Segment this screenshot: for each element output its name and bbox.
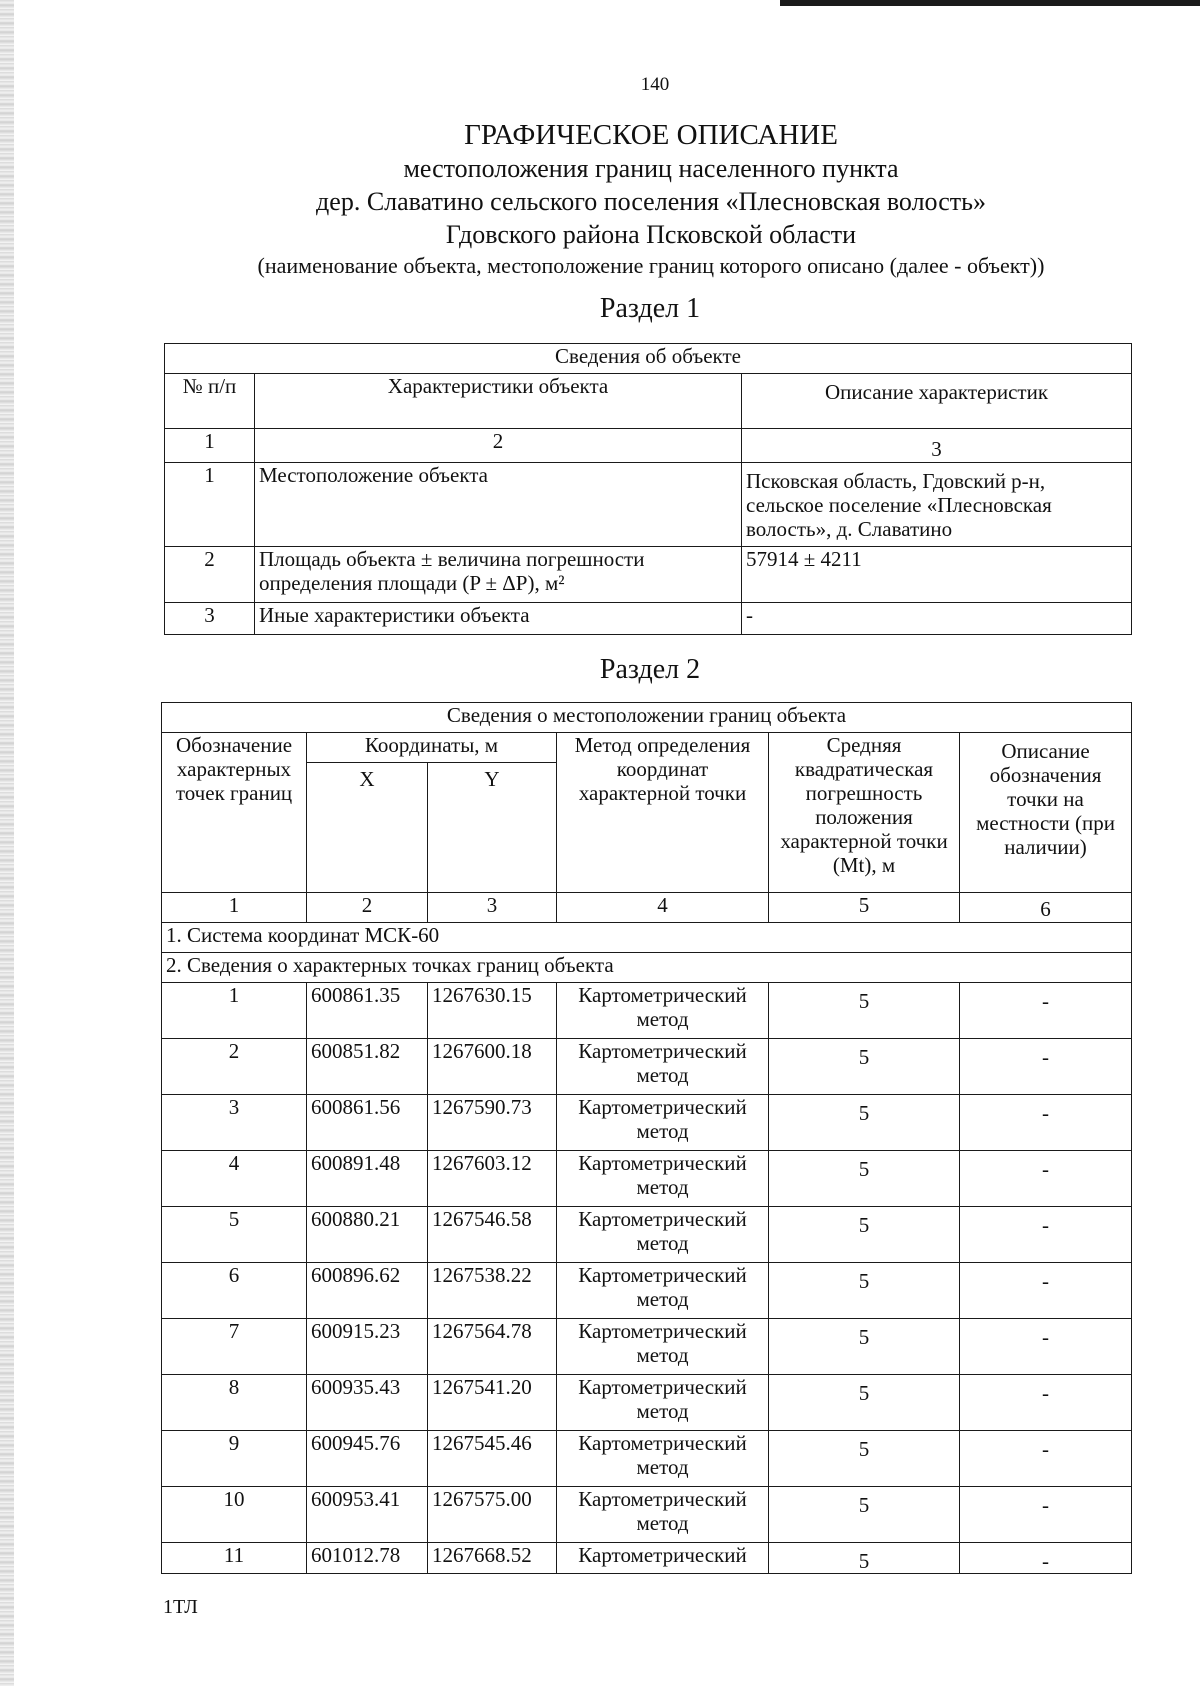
col-number: 1: [162, 893, 307, 923]
point-description: -: [960, 1487, 1132, 1543]
point-description: -: [960, 1095, 1132, 1151]
point-method: Картометрический метод: [557, 1487, 769, 1543]
point-id: 6: [162, 1263, 307, 1319]
point-y: 1267545.46: [428, 1431, 557, 1487]
table-row: [162, 1095, 1132, 1151]
point-x: 600861.56: [307, 1095, 428, 1151]
col-number: 3: [428, 893, 557, 923]
point-y: 1267538.22: [428, 1263, 557, 1319]
point-method: Картометрический метод: [557, 1207, 769, 1263]
point-description: -: [960, 1319, 1132, 1375]
row-num: 1: [165, 463, 255, 547]
table-row: [162, 1207, 1132, 1263]
point-y: 1267575.00: [428, 1487, 557, 1543]
point-y: 1267630.15: [428, 983, 557, 1039]
point-y: 1267668.52: [428, 1543, 557, 1574]
point-method: Картометрический метод: [557, 1375, 769, 1431]
col-number: 5: [769, 893, 960, 923]
point-error: 5: [769, 983, 960, 1039]
header-description: Описание характеристик: [742, 374, 1132, 429]
point-description: -: [960, 1375, 1132, 1431]
header-characteristic: Характеристики объекта: [255, 374, 742, 429]
title-line-1: ГРАФИЧЕСКОЕ ОПИСАНИЕ: [464, 119, 838, 151]
header-x: X: [307, 763, 428, 893]
table-row: [162, 1375, 1132, 1431]
header-point: Обозначение характерных точек границ: [162, 733, 307, 893]
table-row: [162, 1431, 1132, 1487]
header-method: Метод определения координат характерной точки: [557, 733, 769, 893]
point-id: 4: [162, 1151, 307, 1207]
table-row: [162, 1319, 1132, 1375]
header-coords: Координаты, м: [307, 733, 557, 763]
point-error: 5: [769, 1487, 960, 1543]
table-row: [162, 1151, 1132, 1207]
point-error: 5: [769, 1151, 960, 1207]
col-number: 1: [165, 429, 255, 463]
table-row: [165, 547, 1132, 603]
point-method: Картометрический метод: [557, 1431, 769, 1487]
point-description: -: [960, 1039, 1132, 1095]
point-y: 1267546.58: [428, 1207, 557, 1263]
table-row: [165, 463, 1132, 547]
point-description: -: [960, 1263, 1132, 1319]
point-error: 5: [769, 1039, 960, 1095]
point-method: Картометрический метод: [557, 1151, 769, 1207]
point-method: Картометрический: [557, 1543, 769, 1574]
point-id: 10: [162, 1487, 307, 1543]
point-method: Картометрический метод: [557, 1263, 769, 1319]
object-info-table: [164, 343, 1132, 635]
point-description: -: [960, 1151, 1132, 1207]
point-x: 600891.48: [307, 1151, 428, 1207]
point-y: 1267590.73: [428, 1095, 557, 1151]
point-x: 600880.21: [307, 1207, 428, 1263]
section1-heading: Раздел 1: [599, 293, 701, 324]
title-line-5: (наименование объекта, местоположение границ которого описано (далее - объект)): [257, 253, 1045, 278]
row-name: Площадь объекта ± величина погрешности определения площади (P ± ΔP), м²: [255, 547, 742, 603]
point-description: -: [960, 1431, 1132, 1487]
point-x: 601012.78: [307, 1543, 428, 1574]
point-y: 1267603.12: [428, 1151, 557, 1207]
point-method: Картометрический метод: [557, 1039, 769, 1095]
col-number: 2: [307, 893, 428, 923]
coordinate-system: 1. Система координат МСК-60: [162, 923, 1132, 953]
point-y: 1267564.78: [428, 1319, 557, 1375]
document-title: [170, 118, 1132, 281]
point-id: 5: [162, 1207, 307, 1263]
point-id: 9: [162, 1431, 307, 1487]
point-x: 600935.43: [307, 1375, 428, 1431]
row-num: 2: [165, 547, 255, 603]
point-error: 5: [769, 1207, 960, 1263]
boundary-table-title: Сведения о местоположении границ объекта: [162, 703, 1132, 733]
row-desc: 57914 ± 4211: [742, 547, 1132, 603]
header-point-description: Описание обозначения точки на местности (при наличии): [960, 733, 1132, 893]
row-num: 3: [165, 603, 255, 635]
point-error: 5: [769, 1319, 960, 1375]
table-row: [162, 1263, 1132, 1319]
point-x: 600945.76: [307, 1431, 428, 1487]
point-method: Картометрический метод: [557, 1319, 769, 1375]
point-x: 600915.23: [307, 1319, 428, 1375]
point-x: 600896.62: [307, 1263, 428, 1319]
scan-top-bar: [780, 0, 1200, 6]
table-row: [165, 603, 1132, 635]
title-line-3: дер. Славатино сельского поселения «Плесновская волость»: [316, 187, 986, 216]
point-method: Картометрический метод: [557, 1095, 769, 1151]
header-error: Средняя квадратическая погрешность положения характерной точки (Mt), м: [769, 733, 960, 893]
footer-mark: 1ТЛ: [163, 1596, 198, 1618]
point-id: 8: [162, 1375, 307, 1431]
row-name: Местоположение объекта: [255, 463, 742, 547]
points-title: 2. Сведения о характерных точках границ объекта: [162, 953, 1132, 983]
point-description: -: [960, 983, 1132, 1039]
point-y: 1267541.20: [428, 1375, 557, 1431]
col-number: 4: [557, 893, 769, 923]
point-error: 5: [769, 1431, 960, 1487]
table-row: [162, 1487, 1132, 1543]
point-error: 5: [769, 1543, 960, 1574]
col-number: 6: [960, 893, 1132, 923]
table-row: [162, 1039, 1132, 1095]
point-id: 1: [162, 983, 307, 1039]
point-description: -: [960, 1207, 1132, 1263]
point-method: Картометрический метод: [557, 983, 769, 1039]
page-number: 140: [640, 74, 670, 95]
table-row: [162, 983, 1132, 1039]
point-id: 7: [162, 1319, 307, 1375]
point-y: 1267600.18: [428, 1039, 557, 1095]
section2-heading: Раздел 2: [599, 654, 701, 685]
point-id: 11: [162, 1543, 307, 1574]
point-id: 2: [162, 1039, 307, 1095]
point-id: 3: [162, 1095, 307, 1151]
row-name: Иные характеристики объекта: [255, 603, 742, 635]
point-x: 600851.82: [307, 1039, 428, 1095]
col-number: 3: [742, 429, 1132, 463]
header-num: № п/п: [165, 374, 255, 429]
point-description: -: [960, 1543, 1132, 1574]
table-row: [162, 1543, 1132, 1574]
point-error: 5: [769, 1375, 960, 1431]
boundary-points-table: [161, 702, 1132, 1574]
col-number: 2: [255, 429, 742, 463]
object-info-title: Сведения об объекте: [165, 344, 1132, 374]
header-y: Y: [428, 763, 557, 893]
point-error: 5: [769, 1263, 960, 1319]
scan-edge: [0, 0, 14, 1686]
row-desc: -: [742, 603, 1132, 635]
title-line-4: Гдовского района Псковской области: [445, 220, 857, 249]
point-x: 600953.41: [307, 1487, 428, 1543]
point-x: 600861.35: [307, 983, 428, 1039]
title-line-2: местоположения границ населенного пункта: [403, 154, 899, 183]
row-desc: Псковская область, Гдовский р-н, сельское поселение «Плесновская волость», д. Славатино: [742, 463, 1132, 547]
point-error: 5: [769, 1095, 960, 1151]
